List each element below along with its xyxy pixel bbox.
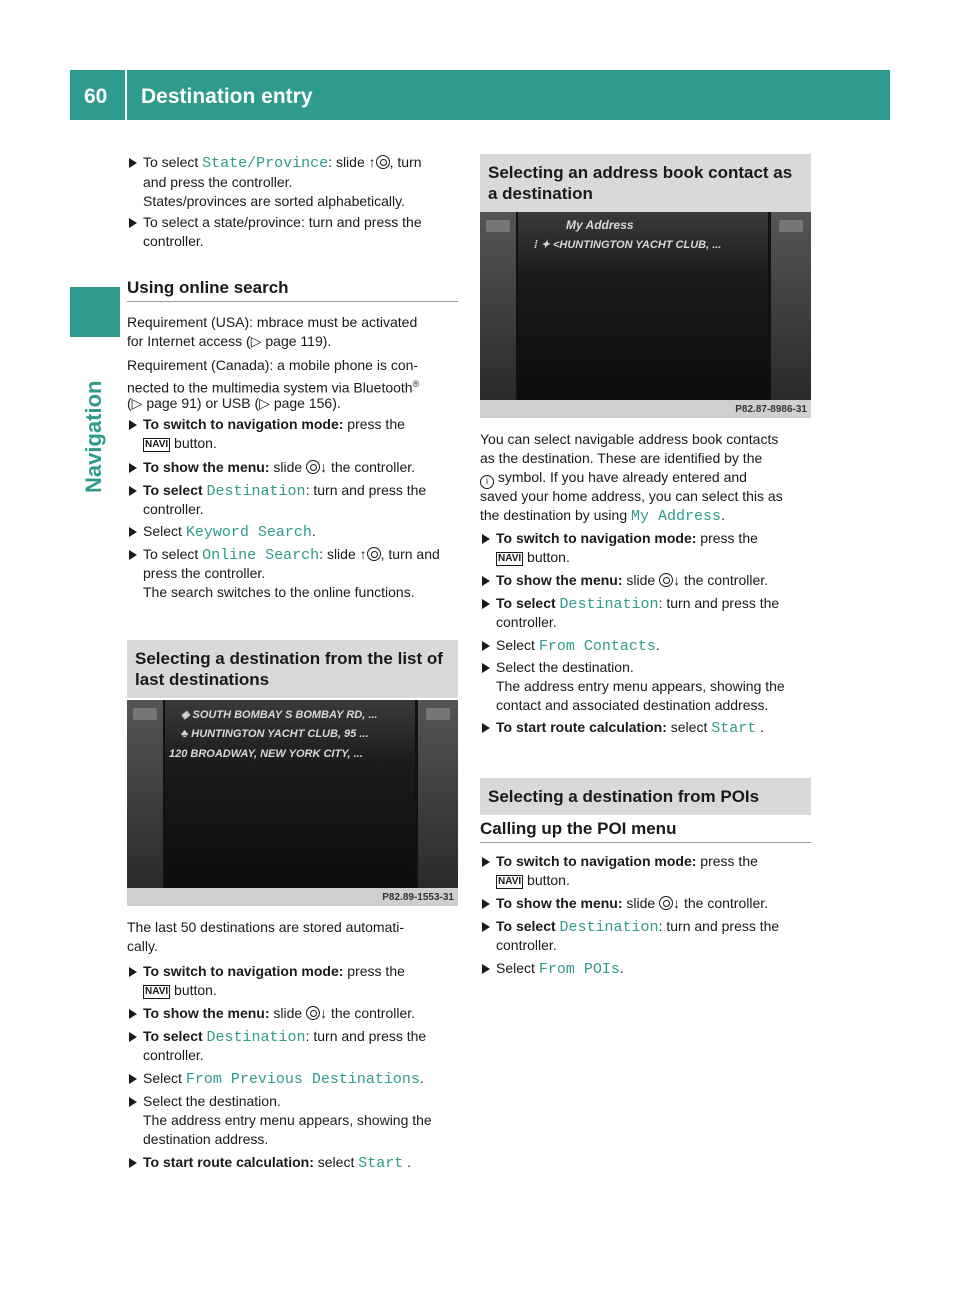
navigable-contact-icon: i [480,475,494,489]
navi-key-icon: NAVI [145,439,169,450]
page-ref-icon: ▷ [259,395,274,411]
step-text: contact and associated destination address. [496,697,769,713]
step-show-menu: To show the menu: slide ↓ the controller. [480,571,768,591]
step-text: controller. [143,1047,204,1063]
requirement-text: Requirement (Canada): a mobile phone is con- [127,357,419,373]
screenshot-caption-strip: P82.89-1553-31 [127,888,458,906]
step-text: NAVI button. [498,549,570,565]
arrow-icon [482,964,490,974]
step-select-destination-item: Select the destination. [480,658,634,678]
arrow-icon [482,576,490,586]
arrow-icon [129,158,137,168]
controller-slide-down-icon: ↓ [306,1005,327,1021]
step-text: and press the controller. [143,174,293,190]
step-show-menu: To show the menu: slide ↓ the controller. [127,1004,415,1024]
step-text: The address entry menu appears, showing the [143,1112,432,1128]
body-text: saved your home address, you can select this as [480,488,783,504]
section-tab-block [70,287,120,337]
page-header [70,70,890,120]
step-navigation-mode: To switch to navigation mode: press the [480,529,758,549]
arrow-icon [482,641,490,651]
step-navigation-mode: To switch to navigation mode: press the [127,962,405,982]
screen-title: My Address [566,218,634,232]
step-select-online: To select Online Search: slide ↑ , turn and [127,545,440,566]
section-heading-online: Using online search [127,278,289,297]
heading-rule [480,842,811,843]
controller-slide-icon: ↑ [360,546,381,562]
requirement-text: nected to the multimedia system via Bluetooth® [127,379,420,396]
arrow-icon [129,1009,137,1019]
step-select-destination: To select Destination: turn and press the [480,594,779,615]
requirement-text: (▷ page 91) or USB (▷ page 156). [127,395,341,411]
arrow-icon [482,723,490,733]
arrow-icon [482,663,490,673]
destination-row: 120 BROADWAY, NEW YORK CITY, ... [169,748,363,760]
step-text: controller. [496,614,557,630]
step-text: The address entry menu appears, showing the [496,678,785,694]
page-number: 60 [84,85,108,108]
controller-slide-down-icon: ↓ [659,895,680,911]
navi-key-icon: NAVI [145,986,169,997]
step-select-previous: Select From Previous Destinations. [127,1069,424,1090]
contact-row: ⁞ ✦ <HUNTINGTON YACHT CLUB, ... [534,239,722,251]
arrow-icon [129,527,137,537]
screen-main [518,212,768,400]
screen-main [165,700,415,888]
step-text: NAVI button. [498,872,570,888]
step-navigation-mode: To switch to navigation mode: press the [127,415,405,435]
arrow-icon [129,1158,137,1168]
body-text: the destination by using My Address. [480,507,725,525]
section-heading-address-book: Selecting an address book contact as a destination [480,154,811,212]
step-text: The search switches to the online functions. [143,584,415,600]
heading-rule [127,301,458,302]
step-select-state-2: To select a state/province: turn and press the [127,213,422,233]
arrow-icon [129,967,137,977]
arrow-icon [129,463,137,473]
controller-slide-icon: ↑ [369,154,390,170]
arrow-icon [129,1074,137,1084]
navi-key-icon: NAVI [498,553,522,564]
body-text: i symbol. If you have already entered and [480,468,747,489]
screenshot-caption-strip: P82.87-8986-31 [480,400,811,418]
step-navigation-mode: To switch to navigation mode: press the [480,852,758,872]
controller-slide-down-icon: ↓ [659,572,680,588]
requirement-text: Requirement (USA): mbrace must be activated [127,314,418,330]
section-heading-last-destinations: Selecting a destination from the list of last destinations [127,640,458,698]
section-heading-pois: Selecting a destination from POIs [480,778,811,815]
page-title: Destination entry [141,85,313,108]
step-select-pois: Select From POIs. [480,959,624,980]
step-text: controller. [143,233,204,249]
arrow-icon [129,1032,137,1042]
step-select-state: To select State/Province: slide ↑ , turn [127,153,422,174]
navi-key-icon: NAVI [498,876,522,887]
arrow-icon [129,486,137,496]
step-show-menu: To show the menu: slide ↓ the controller. [480,894,768,914]
screenshot-last-destinations [127,700,458,906]
arrow-icon [129,1097,137,1107]
body-text: cally. [127,938,158,954]
step-text: States/provinces are sorted alphabetically. [143,193,405,209]
step-text: NAVI button. [145,982,217,998]
step-select-destination: To select Destination: turn and press the [480,917,779,938]
step-text: NAVI button. [145,435,217,451]
step-text: press the controller. [143,565,266,581]
body-text: The last 50 destinations are stored automati- [127,919,405,935]
arrow-icon [129,420,137,430]
requirement-text: for Internet access (▷ page 119). [127,333,332,349]
screen-left-pane [127,700,163,888]
arrow-icon [482,857,490,867]
section-tab-label: Navigation [81,380,106,493]
step-show-menu: To show the menu: slide ↓ the controller. [127,458,415,478]
step-select-destination-item: Select the destination. [127,1092,281,1112]
screen-left-pane [480,212,516,400]
step-route-calculation: To start route calculation: select Start . [480,718,764,739]
arrow-icon [129,218,137,228]
body-text: as the destination. These are identified by the [480,450,763,466]
screenshot-address-book [480,212,811,418]
screen-right-pane [771,212,811,400]
arrow-icon [482,599,490,609]
step-text: controller. [143,501,204,517]
step-select-destination: To select Destination: turn and press the [127,1027,426,1048]
arrow-icon [482,534,490,544]
header-divider [125,70,127,120]
step-text: controller. [496,937,557,953]
screen-right-pane [418,700,458,888]
destination-row: ♣ HUNTINGTON YACHT CLUB, 95 ... [181,728,369,740]
arrow-icon [482,922,490,932]
step-route-calculation: To start route calculation: select Start . [127,1153,411,1174]
page-ref-icon: ▷ [131,395,147,411]
step-select-contacts: Select From Contacts. [480,636,660,657]
step-text: destination address. [143,1131,269,1147]
step-select-keyword: Select Keyword Search. [127,522,316,543]
destination-row: ◈ SOUTH BOMBAY S BOMBAY RD, ... [181,709,378,721]
step-select-destination: To select Destination: turn and press the [127,481,426,502]
page-ref-icon: ▷ [250,333,266,349]
arrow-icon [482,899,490,909]
subsection-heading-poi-menu: Calling up the POI menu [480,819,677,838]
controller-slide-down-icon: ↓ [306,459,327,475]
arrow-icon [129,550,137,560]
body-text: You can select navigable address book contacts [480,431,779,447]
